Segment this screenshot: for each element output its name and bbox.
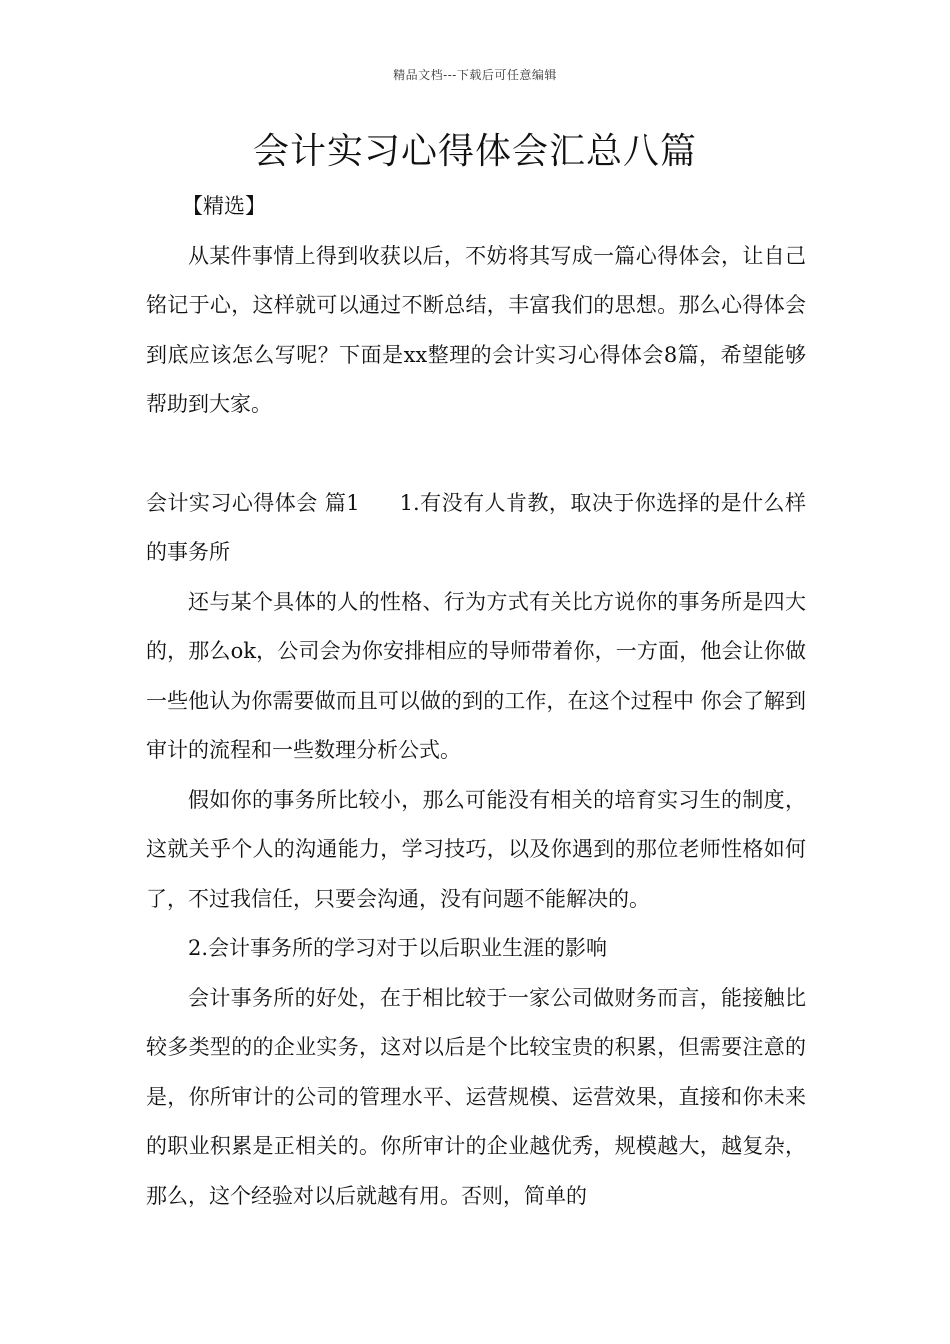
- section-first-text: 1.有没有人肯教，取决于你选择的是什么样的事务所: [146, 490, 806, 564]
- document-title: 会计实习心得体会汇总八篇: [252, 131, 697, 172]
- page-header: 精品文档---下载后可任意编辑: [393, 68, 557, 82]
- document-body: [146, 182, 806, 1221]
- subheading-paragraph: 2.会计事务所的学习对于以后职业生涯的影响: [188, 936, 608, 960]
- body-paragraph: 会计事务所的好处，在于相比较于一家公司做财务而言，能接触比较多类型的的企业实务，这对以后是个比较宝贵的积累，但需要注意的是，你所审计的公司的管理水平、运营规模、运营效果，直接和你未来的职业积累是正相关的。你所审计的企业越优秀，规模越大，越复杂，那么，这个经验对以后就越有用。否则，简单的: [146, 985, 806, 1208]
- document-tag: 【精选】: [182, 194, 266, 218]
- body-paragraph: 假如你的事务所比较小，那么可能没有相关的培育实习生的制度，这就关乎个人的沟通能力，学习技巧，以及你遇到的那位老师性格如何了，不过我信任，只要会沟通，没有问题不能解决的。: [146, 787, 806, 911]
- intro-paragraph: 从某件事情上得到收获以后，不妨将其写成一篇心得体会，让自己铭记于心，这样就可以通过不断总结，丰富我们的思想。那么心得体会到底应该怎么写呢？下面是xx整理的会计实习心得体会8篇，希望能够帮助到大家。: [146, 243, 806, 416]
- section-spacer: [146, 430, 806, 479]
- body-paragraph: 还与某个具体的人的性格、行为方式有关比方说你的事务所是四大的，那么ok，公司会为你安排相应的导师带着你，一方面，他会让你做一些他认为你需要做而且可以做的到的工作，在这个过程中 你会了解到审计的流程和一些数理分析公式。: [146, 589, 806, 762]
- section-heading: 会计实习心得体会 篇1: [146, 490, 360, 515]
- section-heading-line: [146, 479, 806, 578]
